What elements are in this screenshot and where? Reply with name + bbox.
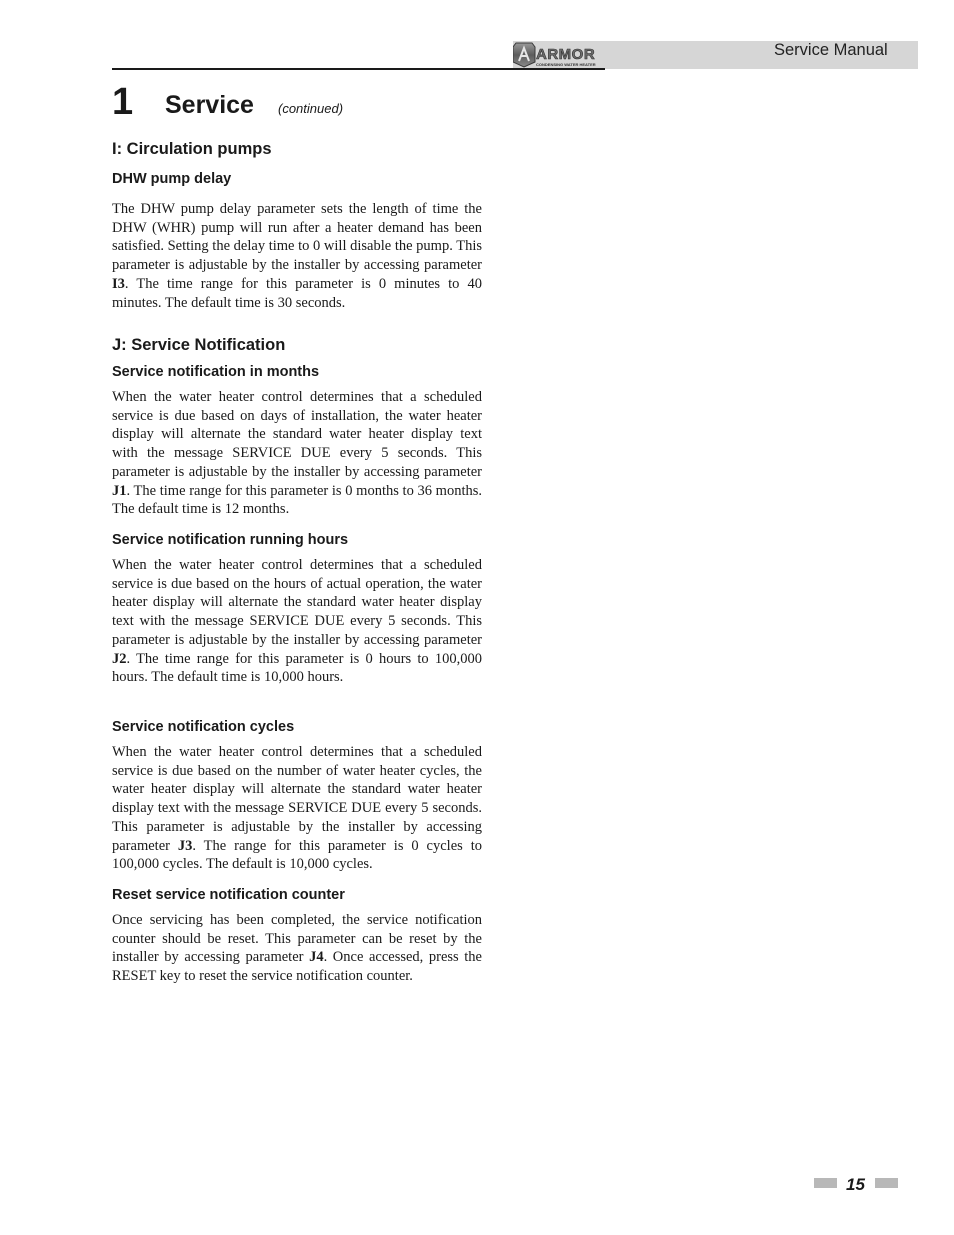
- param-j2: J2: [112, 650, 127, 667]
- svg-text:ARMOR: ARMOR: [536, 46, 596, 63]
- subheading-service-hours: Service notification running hours: [112, 532, 349, 548]
- chapter-title: Service: [165, 91, 254, 119]
- subheading-service-months: Service notification in months: [112, 364, 320, 380]
- section-heading-service-notification: J: Service Notification: [112, 336, 286, 354]
- page-number-bar-right: [875, 1178, 898, 1188]
- paragraph-service-months: When the water heater control determines that a scheduled service is due based on days of installation, the water heater display will alternate the standard water heater display text with the message SERVICE DUE every 5 seconds. This parameter is adjustable by the installer by accessing parameter J1. The time range for this parameter is 0 months to 36 months. The default time is 12 months.: [112, 389, 482, 518]
- paragraph-reset-counter: Once servicing has been completed, the service notification counter should be reset. This parameter can be reset by the installer by accessing parameter J4. Once accessed, press the RESET key to reset the service notification counter.: [112, 912, 482, 985]
- svg-text:CONDENSING WATER HEATER: CONDENSING WATER HEATER: [536, 62, 596, 67]
- paragraph-service-cycles: When the water heater control determines that a scheduled service is due based on the number of water heater cycles, the water heater display will alternate the standard water heater display text with the message SERVICE DUE every 5 seconds. This parameter is adjustable by the installer by accessing parameter J3. The range for this parameter is 0 cycles to 100,000 cycles. The default is 10,000 cycles.: [112, 744, 482, 873]
- chapter-number: 1: [112, 81, 134, 123]
- section-heading-circulation-pumps: I: Circulation pumps: [112, 140, 272, 158]
- header-rule: [112, 68, 605, 70]
- param-j4: J4: [309, 949, 324, 966]
- page-number-bar-left: [814, 1178, 837, 1188]
- param-j1: J1: [112, 482, 127, 499]
- subheading-service-cycles: Service notification cycles: [112, 719, 295, 735]
- subheading-reset-counter: Reset service notification counter: [112, 887, 345, 903]
- manual-label: Service Manual: [774, 41, 888, 59]
- armor-logo: [513, 42, 605, 68]
- subheading-dhw-pump-delay: DHW pump delay: [112, 171, 232, 187]
- paragraph-service-hours: When the water heater control determines that a scheduled service is due based on the hours of actual operation, the water heater display will alternate the standard water heater display text with the message SERVICE DUE every 5 seconds. This parameter is adjustable by the installer by accessing parameter J2. The time range for this parameter is 0 hours to 100,000 hours. The default time is 10,000 hours.: [112, 557, 482, 686]
- chapter-continued-note: (continued): [278, 101, 344, 116]
- page-number: 15: [846, 1175, 865, 1194]
- param-i3: I3: [112, 275, 125, 292]
- paragraph-dhw-pump-delay: The DHW pump delay parameter sets the length of time the DHW (WHR) pump will run after a heater demand has been satisfied. Setting the delay time to 0 will disable the pump. This parameter is adjustable by the installer by accessing parameter I3. The time range for this parameter is 0 minutes to 40 minutes. The default time is 30 seconds.: [112, 201, 482, 311]
- param-j3: J3: [177, 837, 193, 854]
